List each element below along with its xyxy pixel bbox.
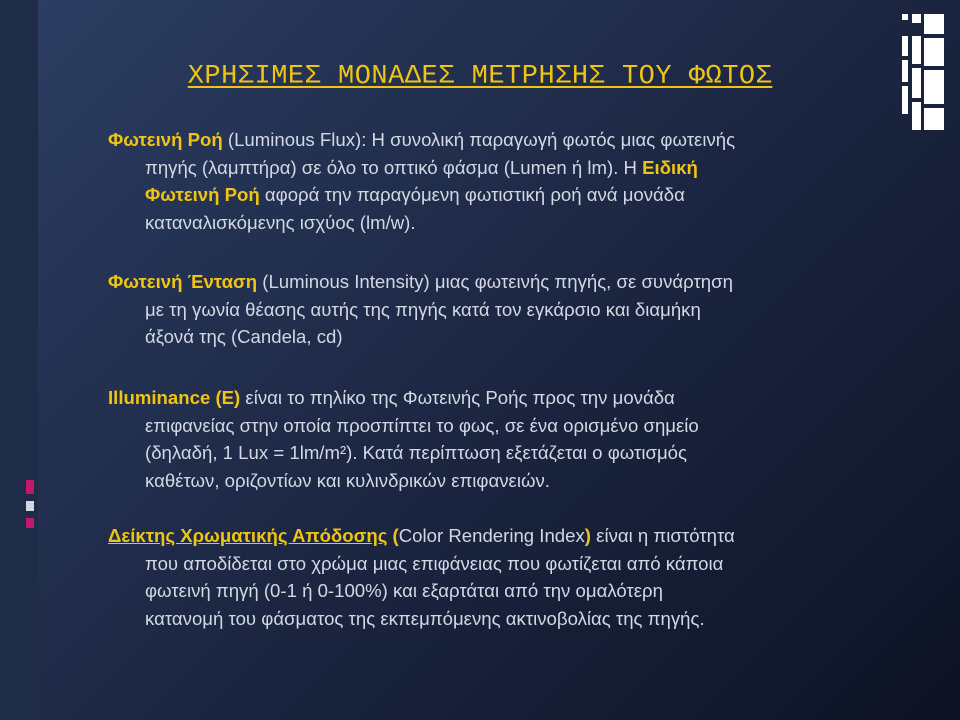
- term-luminous-flux: Φωτεινή Ροή: [108, 129, 223, 150]
- paragraph-illuminance: Illuminance (E) είναι το πηλίκο της Φωτεινής Ροής προς την μονάδα επιφανείας στην οποία προσπίπτει το φως, σε ένα ορισμένο σημείο (δηλαδή, 1 Lux = 1lm/m²). Κατά περίπτωση εξετάζεται ο φωτισμός καθέτων, οριζοντίων και κυλινδρικών επιφανειών.: [108, 387, 699, 491]
- paragraph-color-rendering-index: Δείκτης Χρωματικής Απόδοσης (Color Rendering Index) είναι η πιστότητα που αποδίδεται στο χρώμα μιας επιφάνειας που φωτίζεται από κάποια φωτεινή πηγή (0-1 ή 0-100%) και εξαρτάται από την ομαλότερη κατανομή του φάσματος της εκπεμπόμενης ακτινοβολίας της πηγής.: [108, 525, 735, 629]
- paragraph-luminous-intensity: Φωτεινή Ένταση (Luminous Intensity) μιας φωτεινής πηγής, σε συνάρτηση με τη γωνία θέασης αυτής της πηγής κατά τον εγκάρσιο και διαμήκη άξονά της (Candela, cd): [108, 271, 733, 347]
- slide-title: ΧΡΗΣΙΜΕΣ ΜΟΝΑΔΕΣ ΜΕΤΡΗΣΗΣ ΤΟΥ ΦΩΤΟΣ: [187, 62, 773, 92]
- term-illuminance: Illuminance (E): [108, 387, 241, 408]
- term-color-rendering-index: Δείκτης Χρωματικής Απόδοσης: [108, 525, 388, 546]
- term-luminous-intensity: Φωτεινή Ένταση: [108, 271, 258, 292]
- left-accent-bars: [26, 480, 34, 720]
- paragraph-luminous-flux: Φωτεινή Ροή (Luminous Flux): Η συνολική παραγωγή φωτός μιας φωτεινής πηγής (λαμπτήρα) σε όλο το οπτικό φάσμα (Lumen ή lm). Η Ειδική Φωτεινή Ροή αφορά την παραγόμενη φωτιστική ροή ανά μονάδα καταναλισκόμενης ισχύος (lm/w).: [108, 129, 736, 233]
